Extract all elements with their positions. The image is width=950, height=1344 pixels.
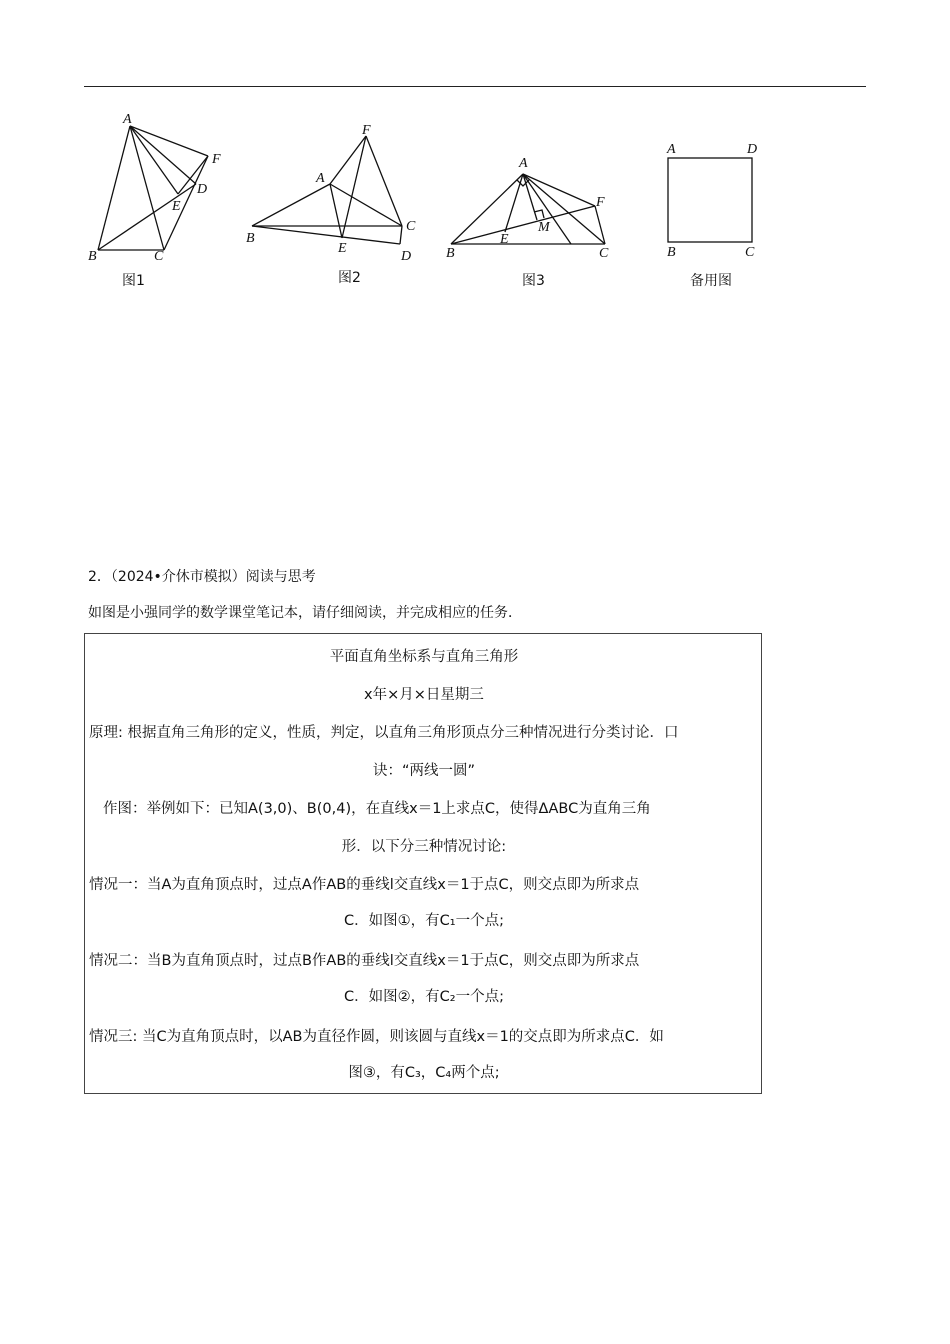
fig4-label-b: B [667, 245, 676, 260]
square-abcd [668, 158, 752, 242]
fig3-caption: 图3 [522, 273, 545, 289]
fig3-label-b: B [446, 246, 455, 261]
fig2-label-d: D [401, 249, 412, 264]
header-rule [84, 86, 866, 87]
figure-2-diagram [240, 120, 430, 260]
fig3-label-c: C [599, 246, 609, 261]
case-one-line-1: 情况一：当A为直角顶点时，过点A作AB的垂线l交直线x＝1于点C，则交点即为所求点 [89, 877, 640, 893]
fig4-caption: 备用图 [690, 273, 732, 289]
figure-spare-square [660, 150, 760, 250]
question-heading: 2．（2024•介休市模拟）阅读与思考 [88, 569, 316, 585]
fig2-label-b: B [246, 231, 255, 246]
fig3-label-f: F [596, 195, 605, 210]
segment-ae [330, 184, 342, 238]
segment-ba [252, 184, 330, 226]
question-intro: 如图是小强同学的数学课堂笔记本，请仔细阅读，并完成相应的任务． [88, 605, 522, 621]
fig2-label-a: A [316, 171, 325, 186]
segment-ac [130, 126, 164, 250]
segment-fc [595, 206, 605, 244]
fig1-caption: 图1 [122, 273, 145, 289]
fig4-label-c: C [745, 245, 755, 260]
case-one-line-2: C．如图①，有C₁一个点; [344, 913, 504, 929]
draw-line-2: 形．以下分三种情况讨论: [341, 839, 507, 855]
fig1-label-c: C [154, 249, 164, 264]
figure-1-diagram [84, 110, 234, 270]
notebook-box [84, 633, 762, 1094]
fig1-label-a: A [123, 112, 132, 127]
case-three-line-1: 情况三: 当C为直角顶点时，以AB为直径作圆，则该圆与直线x＝1的交点即为所求点C．如 [89, 1029, 664, 1045]
fig3-label-a: A [519, 156, 528, 171]
case-two-line-2: C．如图②，有C₂一个点; [344, 989, 504, 1005]
segment-ae [130, 126, 178, 194]
segment-ac [330, 184, 402, 226]
segment-af [130, 126, 208, 156]
segment-ad [130, 126, 196, 184]
fig2-label-e: E [338, 241, 347, 256]
segment-fc [366, 136, 402, 226]
notebook-date: x年×月×日星期三 [364, 687, 484, 703]
segment-am [523, 174, 537, 220]
fig2-label-f: F [362, 123, 371, 138]
fig2-label-c: C [406, 219, 416, 234]
principle-line-1: 原理: 根据直角三角形的定义，性质，判定，以直角三角形顶点分三种情况进行分类讨论．口 [89, 725, 679, 741]
fig3-label-m: M [538, 220, 550, 235]
fig4-label-a: A [667, 142, 676, 157]
case-three-line-2: 图③，有C₃，C₄两个点; [348, 1065, 500, 1081]
segment-bf [451, 206, 595, 244]
case-two-line-1: 情况二：当B为直角顶点时，过点B作AB的垂线l交直线x＝1于点C，则交点即为所求点 [89, 953, 640, 969]
segment-cd [400, 226, 402, 244]
fig1-label-f: F [212, 152, 221, 167]
fig2-caption: 图2 [338, 270, 361, 286]
fig1-label-e: E [172, 199, 181, 214]
right-angle-mark-a [517, 180, 529, 186]
principle-line-2: 诀：“两线一圆” [372, 763, 476, 779]
draw-line-1: 作图：举例如下：已知A(3,0)、B(0,4)，在直线x＝1上求点C，使得ΔABC为直角三角 [103, 801, 651, 817]
notebook-title: 平面直角坐标系与直角三角形 [329, 649, 519, 665]
fig3-label-e: E [500, 232, 509, 247]
fig1-label-b: B [88, 249, 97, 264]
fig1-label-d: D [197, 182, 208, 197]
segment-fc [164, 156, 208, 250]
fig4-label-d: D [747, 142, 758, 157]
figure-3-diagram [445, 160, 615, 260]
segment-bd [252, 226, 400, 244]
